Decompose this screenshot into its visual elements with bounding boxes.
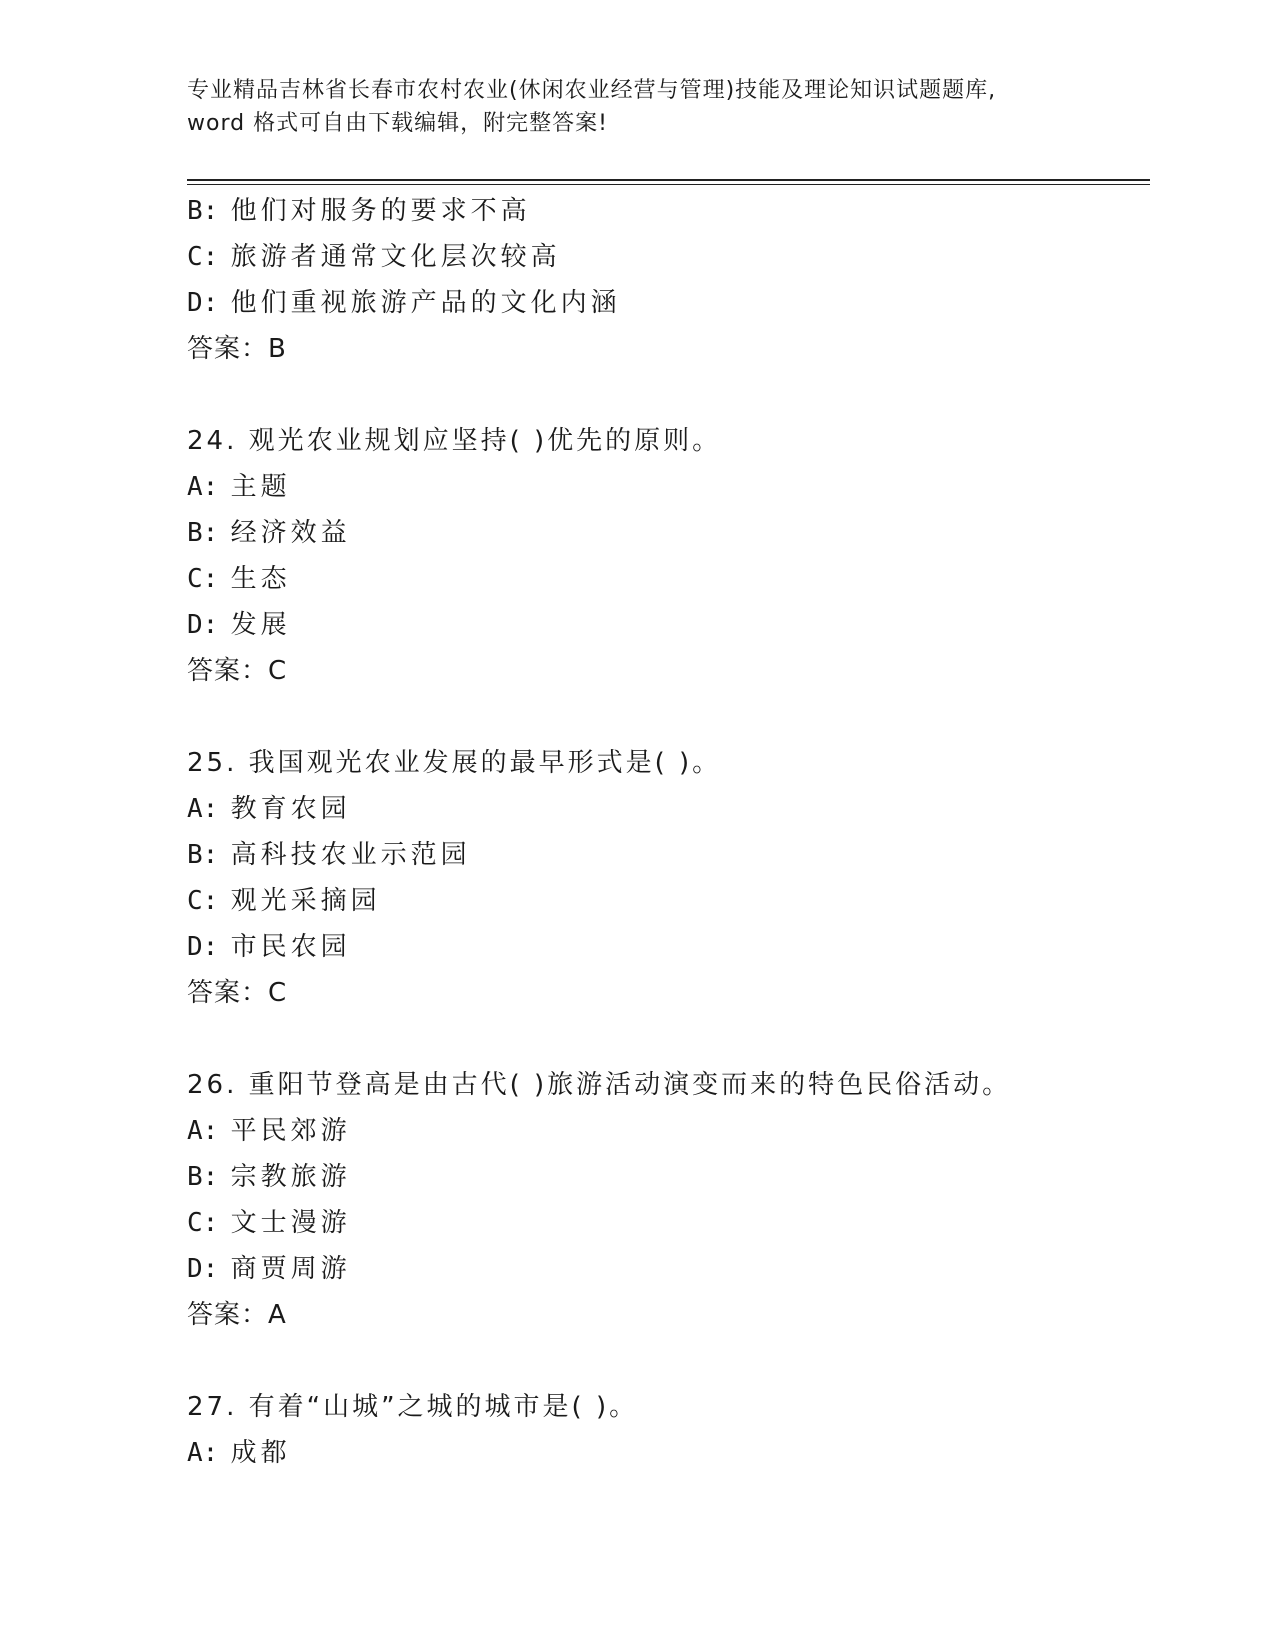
option-text: 平民郊游 — [230, 1116, 351, 1146]
option-key: D: — [187, 610, 219, 640]
option-row — [187, 924, 1147, 970]
option-row — [187, 464, 1147, 510]
spacer — [187, 694, 1147, 740]
question-title: 27. 有着“山城”之城的城市是( )。 — [187, 1392, 639, 1422]
header-title-line-1: 专业精品吉林省长春市农村农业(休闲农业经营与管理)技能及理论知识试题题库, — [187, 78, 997, 103]
option-text: 教育农园 — [230, 794, 351, 824]
option-text: 文士漫游 — [230, 1208, 351, 1238]
answer-line: 答案：C — [187, 978, 288, 1008]
answer-line: 答案：C — [187, 656, 288, 686]
answer-line: 答案：A — [187, 1300, 287, 1330]
option-key: D: — [187, 1254, 219, 1284]
option-text: 宗教旅游 — [230, 1162, 351, 1192]
question-content — [187, 188, 1147, 1476]
option-key: C: — [187, 886, 219, 916]
option-text: 高科技农业示范园 — [230, 840, 471, 870]
option-key: B: — [187, 196, 219, 226]
option-key: C: — [187, 564, 219, 594]
header-divider-thick — [187, 179, 1150, 181]
option-text: 主题 — [230, 472, 291, 502]
question-title: 25. 我国观光农业发展的最早形式是( )。 — [187, 748, 722, 778]
option-text: 发展 — [230, 610, 291, 640]
header-title-line-2: word 格式可自由下载编辑，附完整答案! — [187, 111, 608, 136]
option-text: 他们对服务的要求不高 — [230, 196, 531, 226]
question-title: 26. 重阳节登高是由古代( )旅游活动演变而来的特色民俗活动。 — [187, 1070, 1012, 1100]
option-text: 旅游者通常文化层次较高 — [230, 242, 561, 272]
option-row — [187, 1154, 1147, 1200]
option-row — [187, 878, 1147, 924]
option-row — [187, 556, 1147, 602]
option-row — [187, 602, 1147, 648]
option-text: 经济效益 — [230, 518, 351, 548]
option-key: B: — [187, 518, 219, 548]
option-row — [187, 510, 1147, 556]
option-text: 他们重视旅游产品的文化内涵 — [230, 288, 621, 318]
option-key: A: — [187, 794, 219, 824]
option-key: A: — [187, 472, 219, 502]
answer-line: 答案：B — [187, 334, 287, 364]
option-row — [187, 786, 1147, 832]
header-divider-thin — [187, 184, 1150, 185]
option-text: 观光采摘园 — [230, 886, 381, 916]
option-row — [187, 188, 1147, 234]
spacer — [187, 372, 1147, 418]
option-text: 成都 — [230, 1438, 291, 1468]
question-title: 24. 观光农业规划应坚持( )优先的原则。 — [187, 426, 722, 456]
option-row — [187, 1246, 1147, 1292]
document-header — [187, 74, 1087, 140]
option-key: B: — [187, 840, 219, 870]
option-row — [187, 1430, 1147, 1476]
option-key: D: — [187, 288, 219, 318]
option-key: A: — [187, 1438, 219, 1468]
spacer — [187, 1016, 1147, 1062]
option-row — [187, 1200, 1147, 1246]
option-text: 商贾周游 — [230, 1254, 351, 1284]
option-key: A: — [187, 1116, 219, 1146]
spacer — [187, 1338, 1147, 1384]
option-row — [187, 234, 1147, 280]
option-key: D: — [187, 932, 219, 962]
option-row — [187, 280, 1147, 326]
option-key: C: — [187, 1208, 219, 1238]
option-row — [187, 832, 1147, 878]
option-key: B: — [187, 1162, 219, 1192]
option-row — [187, 1108, 1147, 1154]
option-text: 市民农园 — [230, 932, 351, 962]
option-key: C: — [187, 242, 219, 272]
option-text: 生态 — [230, 564, 291, 594]
